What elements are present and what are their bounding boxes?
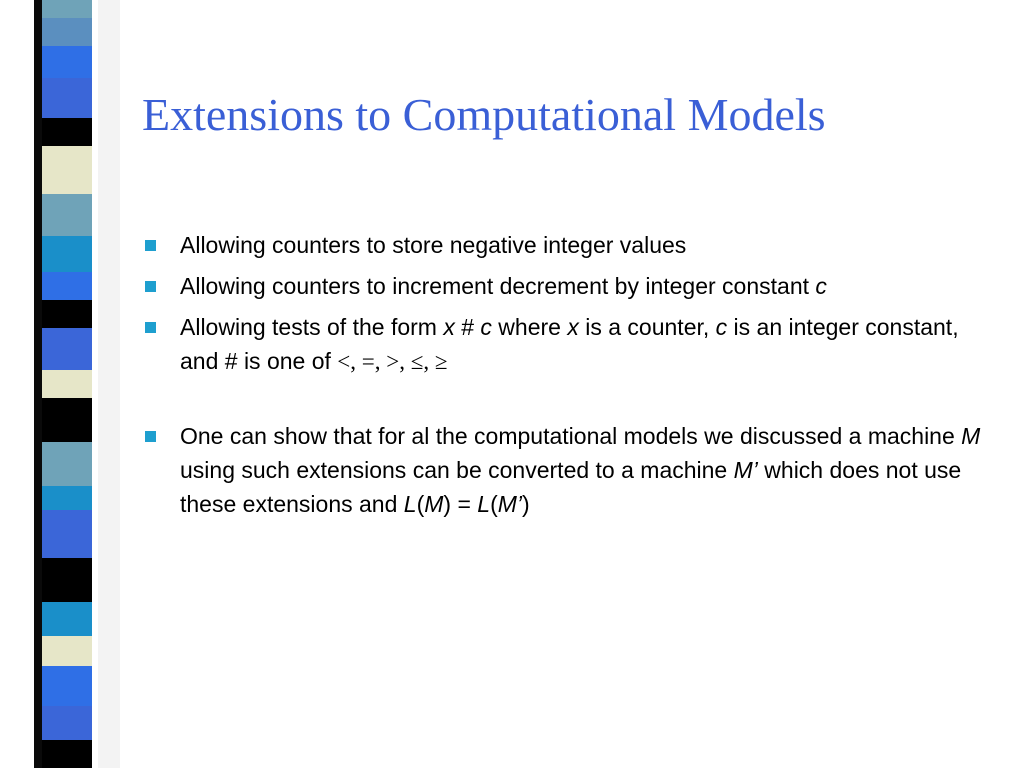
stripe-block bbox=[42, 0, 92, 18]
bullet-text-segment: ( bbox=[416, 491, 425, 517]
bullet-text-segment: ( bbox=[490, 491, 498, 517]
bullet-text-segment: M bbox=[961, 423, 981, 449]
bullet-text-segment: L bbox=[403, 491, 417, 517]
bullet-text-segment: is a counter, bbox=[578, 314, 716, 340]
stripe-block bbox=[42, 510, 92, 558]
bullet-item bbox=[142, 228, 1002, 262]
square-bullet-icon bbox=[145, 322, 156, 333]
stripe-block bbox=[42, 602, 92, 636]
stripe-block bbox=[42, 370, 92, 398]
bullet-text bbox=[180, 269, 1002, 303]
slide-title: Extensions to Computational Models bbox=[142, 89, 826, 140]
stripe-block bbox=[42, 636, 92, 666]
bullet-text bbox=[180, 228, 1002, 262]
stripe-block bbox=[42, 78, 92, 118]
square-bullet-icon bbox=[145, 281, 156, 292]
bullet-text-segment: One can show that for al the computational models we discussed a machine bbox=[180, 423, 962, 449]
bullet-text bbox=[180, 419, 1002, 521]
bullet-text-segment: # bbox=[454, 314, 481, 340]
stripe-block bbox=[42, 328, 92, 370]
bullet-item bbox=[142, 269, 1002, 303]
stripe-block bbox=[42, 46, 92, 78]
bullet-text-segment: x bbox=[567, 314, 579, 340]
bullet-text bbox=[180, 310, 1002, 379]
stripe-block bbox=[42, 398, 92, 442]
square-bullet-icon bbox=[145, 431, 156, 442]
bullet-text-segment: x bbox=[443, 314, 455, 340]
bullet-text-segment: c bbox=[815, 273, 827, 299]
bullet-list bbox=[142, 228, 1002, 528]
decorative-stripe-band bbox=[0, 0, 120, 768]
bullet-text-segment: where bbox=[491, 314, 568, 340]
square-bullet-icon bbox=[145, 240, 156, 251]
stripe-block bbox=[42, 18, 92, 46]
stripe-shadow bbox=[98, 0, 120, 768]
bullet-text-segment: Allowing counters to store negative integer values bbox=[180, 232, 687, 258]
stripe-block bbox=[42, 272, 92, 300]
bullet-text-segment: c bbox=[715, 314, 728, 340]
bullet-text-segment: is an integer constant, and # is one of bbox=[180, 314, 959, 374]
bullet-text-segment: Allowing counters to increment decrement by integer constant bbox=[180, 273, 816, 299]
bullet-text-segment: M’ bbox=[733, 457, 758, 483]
bullet-item bbox=[142, 310, 1002, 379]
bullet-text-segment: c bbox=[480, 314, 492, 340]
bullet-text-segment: <, =, >, ≤, ≥ bbox=[337, 349, 448, 374]
bullet-text-segment: which does not use these extensions and bbox=[180, 457, 962, 517]
bullet-text-segment: M’ bbox=[497, 491, 523, 517]
bullet-text-segment: L bbox=[477, 491, 491, 517]
stripe-block bbox=[42, 442, 92, 486]
stripe-block bbox=[42, 300, 92, 328]
bullet-text-segment: ) = bbox=[443, 491, 478, 517]
bullet-text-segment: using such extensions can be converted to a machine bbox=[180, 457, 734, 483]
bullet-text-segment: Allowing tests of the form bbox=[180, 314, 444, 340]
bullet-text-segment: M bbox=[424, 491, 444, 517]
stripe-block bbox=[42, 236, 92, 272]
stripe-block bbox=[42, 666, 92, 706]
stripe-block bbox=[42, 146, 92, 194]
stripe-blocks bbox=[42, 0, 92, 768]
stripe-block bbox=[42, 194, 92, 236]
stripe-block bbox=[42, 706, 92, 740]
stripe-block bbox=[42, 118, 92, 146]
stripe-block bbox=[42, 740, 92, 768]
bullet-item bbox=[142, 419, 1002, 521]
stripe-block bbox=[42, 558, 92, 602]
bullet-text-segment: ) bbox=[522, 491, 530, 517]
stripe-block bbox=[42, 486, 92, 510]
